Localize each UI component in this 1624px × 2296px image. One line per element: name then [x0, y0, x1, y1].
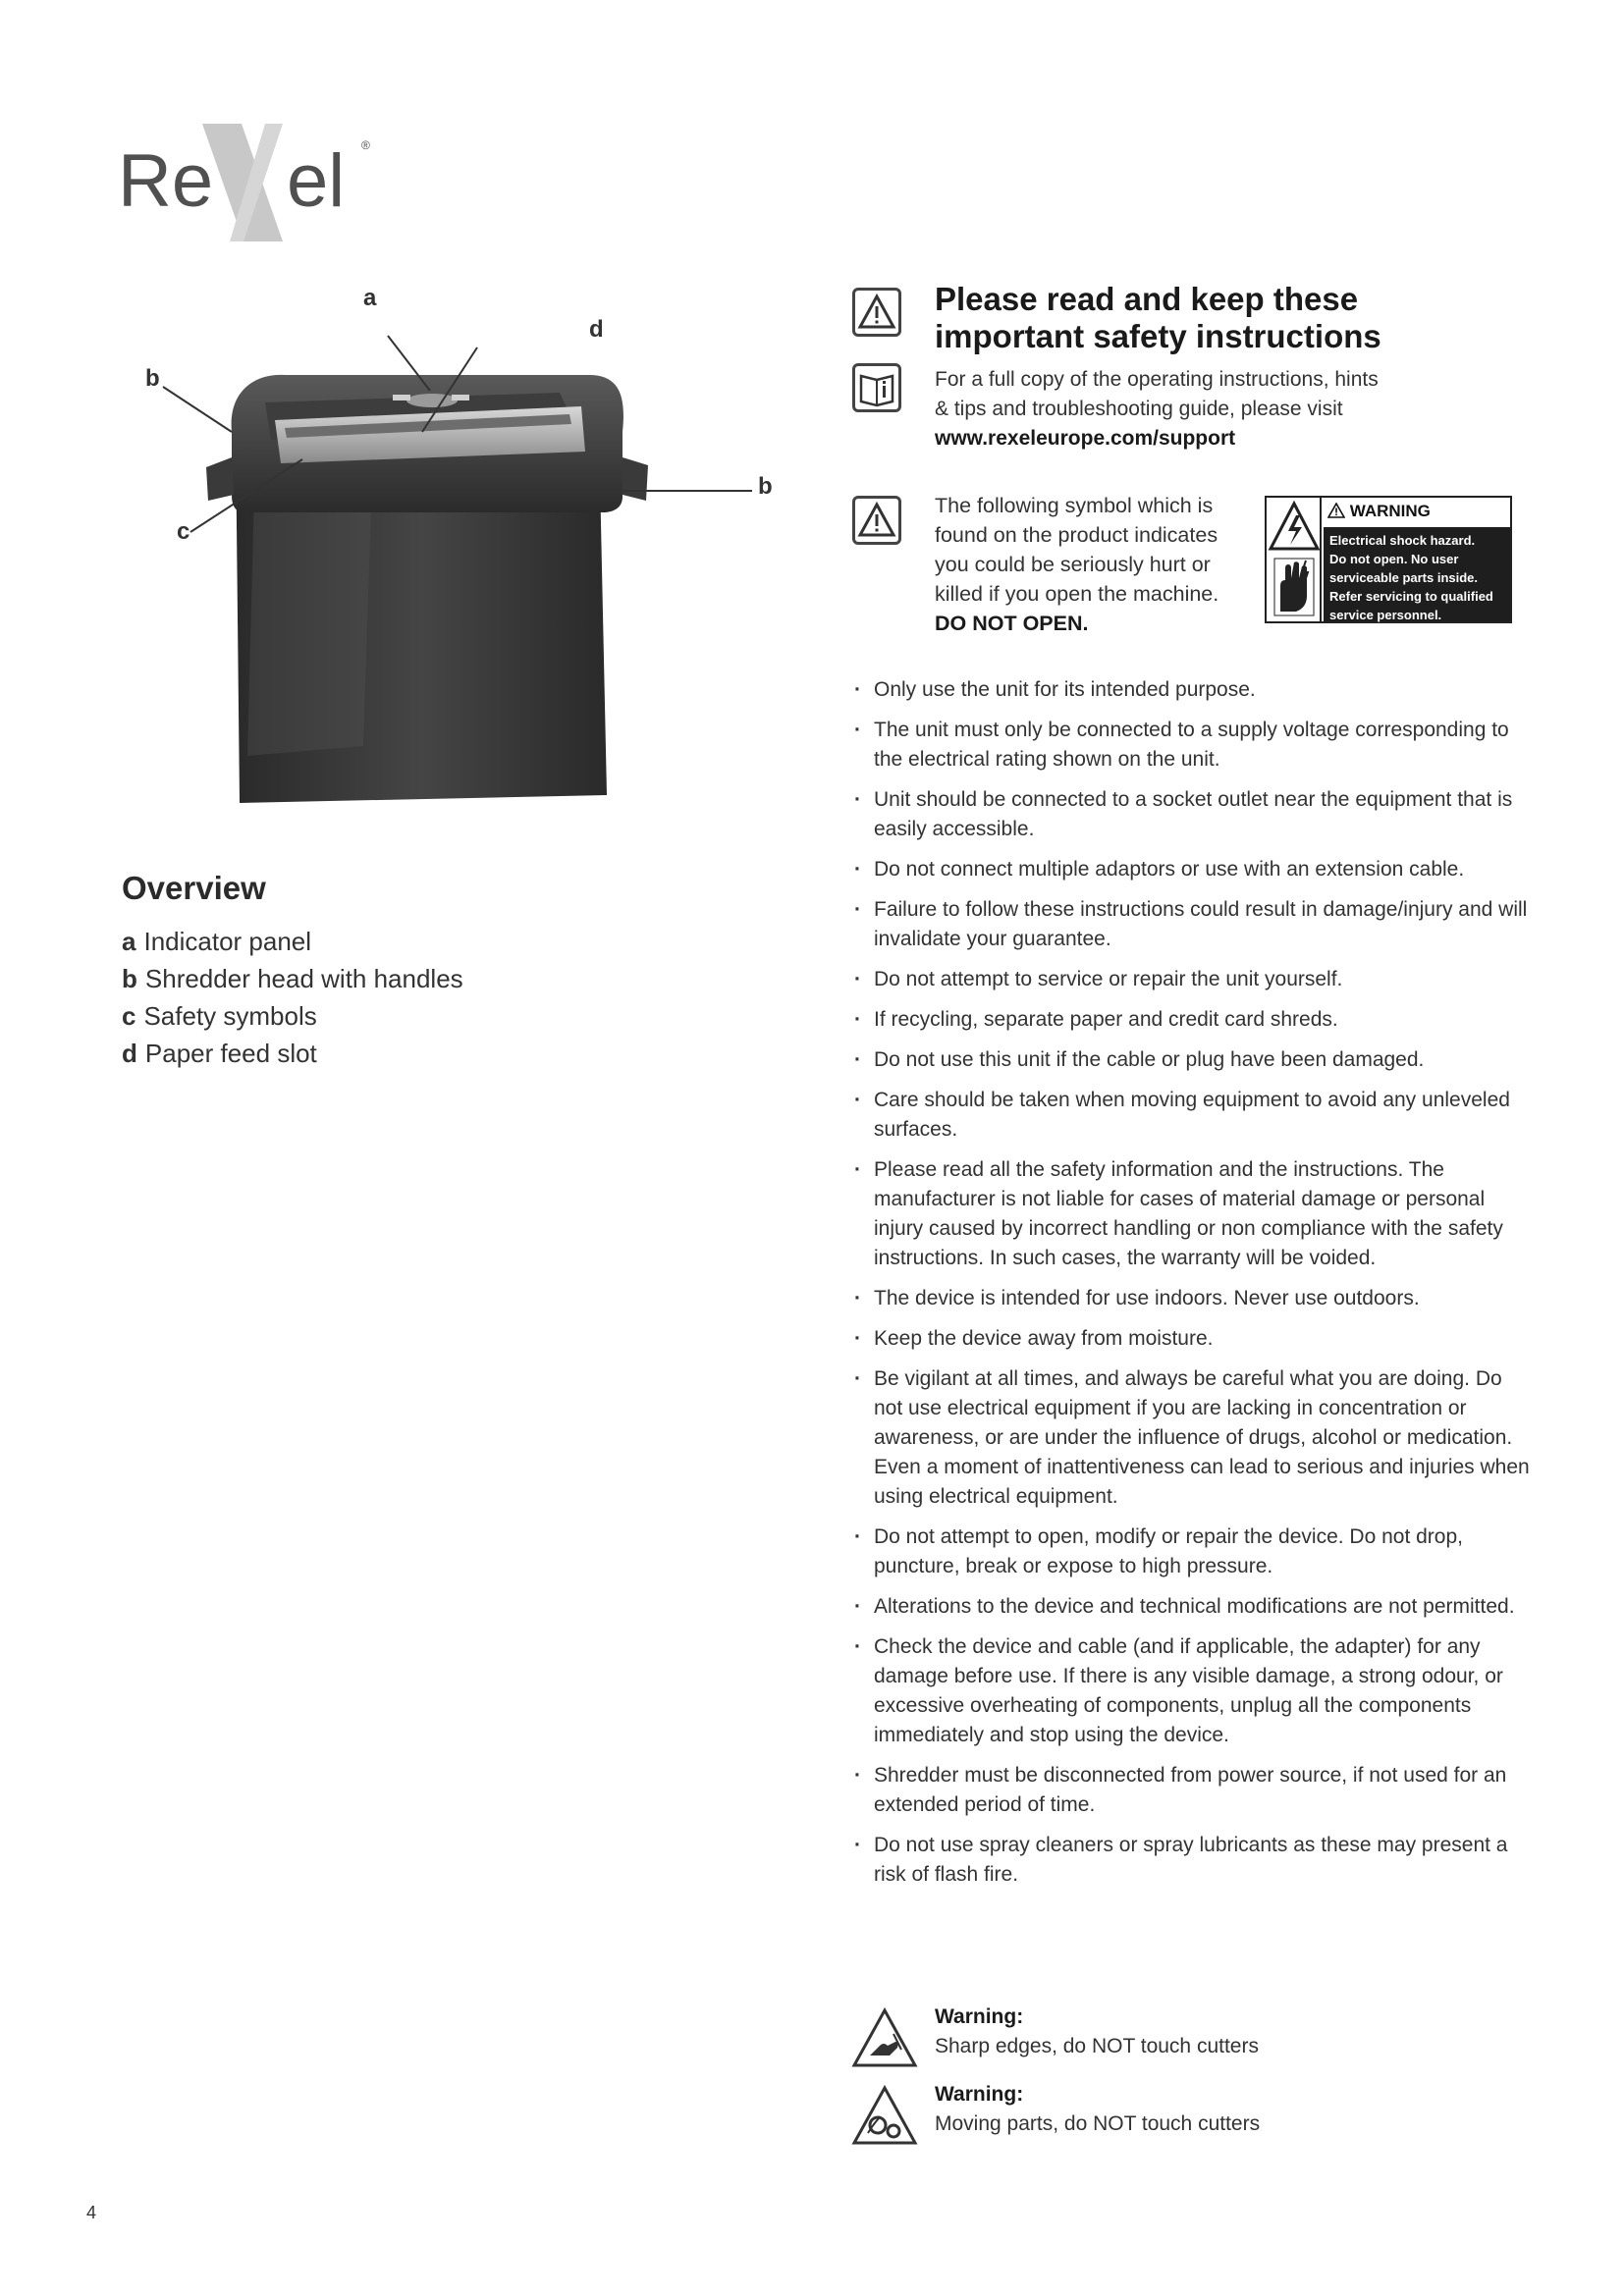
- list-item: · The unit must only be connected to a supply voltage corresponding to the electrical rating shown on the unit.: [854, 716, 1532, 774]
- list-item: · Failure to follow these instructions could result in damage/injury and will invalidate your guarantee.: [854, 895, 1532, 954]
- overview-label: Shredder head with handles: [144, 964, 463, 993]
- overview-letter: a: [122, 927, 136, 956]
- read-manual-icon: [852, 363, 901, 412]
- warning-label-line: Electrical shock hazard.: [1329, 533, 1476, 548]
- warning-label-body: [1324, 527, 1510, 621]
- list-item: · Do not connect multiple adaptors or use with an extension cable.: [854, 855, 1532, 884]
- list-item: · Shredder must be disconnected from power source, if not used for an extended period of time.: [854, 1761, 1532, 1820]
- support-link[interactable]: www.rexeleurope.com/support: [935, 427, 1236, 450]
- warning-label-heading: WARNING: [1349, 502, 1431, 520]
- warning-triangle-icon: [852, 496, 901, 545]
- intro-line: & tips and troubleshooting guide, please visit: [935, 398, 1343, 420]
- warning-text: Sharp edges, do NOT touch cutters: [935, 2035, 1259, 2057]
- list-item: · Care should be taken when moving equipment to avoid any unleveled surfaces.: [854, 1086, 1532, 1145]
- sharp-edges-warning: [850, 2002, 1400, 2071]
- safety-heading: [935, 281, 1543, 355]
- callout-letter-a: a: [363, 285, 377, 311]
- overview-letter: c: [122, 1001, 136, 1031]
- safety-heading-line: Please read and keep these: [935, 281, 1359, 317]
- do-not-open-text: DO NOT OPEN.: [935, 612, 1089, 635]
- shredder-drawing: [137, 285, 805, 815]
- symbol-line: you could be seriously hurt or: [935, 553, 1211, 576]
- overview-label: Indicator panel: [143, 927, 312, 956]
- list-item: · Check the device and cable (and if applicable, the adapter) for any damage before use. If there is any visible damage, a strong odour, or excessive overheating of components, unplug all the components immediately and stop using the device.: [854, 1632, 1532, 1750]
- warning-triangle-icon: [852, 288, 901, 337]
- warning-title: Warning:: [935, 2083, 1024, 2106]
- moving-parts-warning: [850, 2080, 1400, 2149]
- list-item: · Do not use this unit if the cable or plug have been damaged.: [854, 1045, 1532, 1075]
- overview-letter: d: [122, 1039, 137, 1068]
- svg-text:®: ®: [361, 138, 370, 152]
- hand-cut-icon: [850, 2006, 919, 2069]
- warning-triangle-icon: [1327, 503, 1345, 518]
- rexel-logo-mark: [118, 116, 383, 253]
- svg-text:Re: Re: [118, 139, 214, 223]
- overview-label: Safety symbols: [143, 1001, 317, 1031]
- safety-instructions-list: [854, 675, 1532, 1900]
- gears-icon: [850, 2084, 919, 2147]
- overview-letter: b: [122, 964, 137, 993]
- warning-label: [1265, 496, 1512, 623]
- warning-label-line: serviceable parts inside.: [1329, 570, 1479, 585]
- shredder-illustration: [137, 285, 805, 815]
- overview-item: [122, 960, 672, 997]
- list-item: · If recycling, separate paper and credit card shreds.: [854, 1005, 1532, 1035]
- list-item: · Only use the unit for its intended purpose.: [854, 675, 1532, 705]
- page-number: 4: [86, 2203, 97, 2222]
- list-item: · Keep the device away from moisture.: [854, 1324, 1532, 1354]
- callout-letter-d: d: [589, 316, 604, 343]
- safety-heading-line: important safety instructions: [935, 318, 1381, 354]
- overview-title: Overview: [122, 870, 266, 906]
- intro-line: For a full copy of the operating instructions, hints: [935, 368, 1379, 391]
- overview-section: [122, 870, 672, 1072]
- overview-label: Paper feed slot: [144, 1039, 317, 1068]
- overview-item: [122, 923, 672, 960]
- list-item: · Do not attempt to open, modify or repair the device. Do not drop, puncture, break or expose to high pressure.: [854, 1522, 1532, 1581]
- warning-title: Warning:: [935, 2005, 1024, 2028]
- callout-letter-b-right: b: [758, 473, 773, 500]
- symbol-line: The following symbol which is: [935, 494, 1214, 517]
- callout-letter-c: c: [177, 518, 190, 545]
- warning-label-line: Refer servicing to qualified: [1329, 589, 1493, 604]
- list-item: · Do not use spray cleaners or spray lubricants as these may present a risk of flash fire.: [854, 1831, 1532, 1890]
- warning-label-icons: [1267, 498, 1322, 621]
- list-item: · Please read all the safety information and the instructions. The manufacturer is not liable for cases of material damage or personal injury caused by incorrect handling or non compliance with the safety instructions. In such cases, the warranty will be voided.: [854, 1155, 1532, 1273]
- warning-label-line: Do not open. No user: [1329, 552, 1459, 566]
- symbol-line: found on the product indicates: [935, 523, 1218, 547]
- list-item: · Be vigilant at all times, and always be careful what you are doing. Do not use electrical equipment if you are lacking in concentration or awareness, or are under the influence of drugs, alcohol or medication. Even a moment of inattentiveness can lead to serious and injuries when using electrical equipment.: [854, 1364, 1532, 1512]
- electrical-hazard-icon: [1267, 498, 1322, 621]
- list-item: · Alterations to the device and technical modifications are not permitted.: [854, 1592, 1532, 1622]
- symbol-explanation: [935, 491, 1259, 638]
- warning-label-line: service personnel.: [1329, 608, 1442, 622]
- callout-letter-b-left: b: [145, 365, 160, 392]
- rexel-logo: [118, 116, 383, 253]
- warning-text: Moving parts, do NOT touch cutters: [935, 2112, 1261, 2135]
- list-item: · Do not attempt to service or repair the unit yourself.: [854, 965, 1532, 994]
- safety-intro: [935, 365, 1485, 454]
- list-item: · The device is intended for use indoors. Never use outdoors.: [854, 1284, 1532, 1313]
- svg-text:el: el: [287, 139, 346, 223]
- symbol-line: killed if you open the machine.: [935, 582, 1219, 606]
- overview-item: [122, 1035, 672, 1072]
- warning-label-title: [1324, 498, 1510, 527]
- list-item: · Unit should be connected to a socket outlet near the equipment that is easily accessible.: [854, 785, 1532, 844]
- overview-item: [122, 997, 672, 1035]
